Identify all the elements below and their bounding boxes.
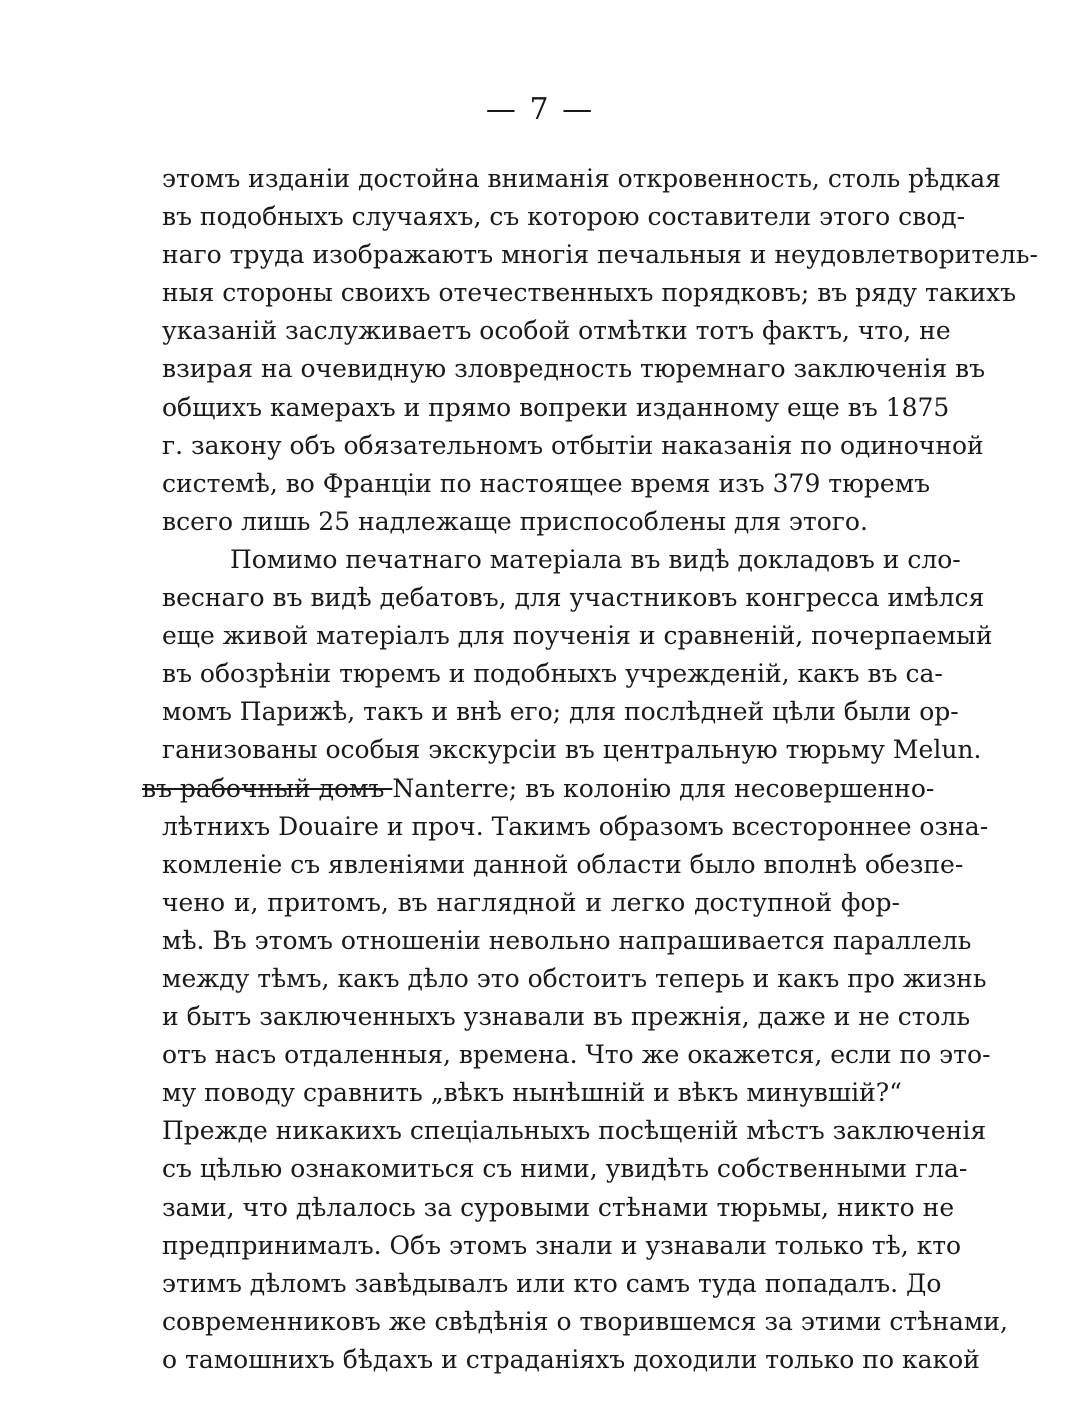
text-line: системѣ, во Франціи по настоящее время изъ 379 тюремъ [162, 468, 931, 498]
text-line: му поводу сравнить „вѣкъ нынѣшній и вѣкъ минувшій?“ [162, 1078, 902, 1108]
text-line: всего лишь 25 надлежаще приспособлены для этого. [162, 506, 868, 536]
text-line: этимъ дѣломъ завѣдывалъ или кто самъ туда попадалъ. До [162, 1268, 942, 1298]
struck-text-line: въ рабочный домъ Nanterre; въ колонію для несовершенно- [142, 773, 935, 803]
text-line: наго труда изображаютъ многія печальныя и неудовлетворитель- [162, 240, 1038, 270]
struck-words: въ рабочный домъ [142, 773, 393, 803]
text-line: г. закону объ обязательномъ отбытіи наказанія по одиночной [162, 430, 984, 460]
text-line: въ обозрѣніи тюремъ и подобныхъ учрежденій, какъ въ са- [162, 659, 943, 689]
text-line: ганизованы особыя экскурсіи въ центральную тюрьму Melun. [162, 735, 982, 765]
text-line: еще живой матеріалъ для поученія и сравненій, почерпаемый [162, 621, 993, 651]
text-line: мѣ. Въ этомъ отношеніи невольно напрашивается параллель [162, 925, 972, 955]
text-line: предпринималъ. Объ этомъ знали и узнавали только тѣ, кто [162, 1230, 962, 1260]
text-line: Помимо печатнаго матеріала въ видѣ докладовъ и сло- [230, 544, 961, 574]
text-line: чено и, притомъ, въ наглядной и легко доступной фор- [162, 887, 900, 917]
text-line: комленіе съ явленіями данной области было вполнѣ обезпе- [162, 849, 964, 879]
text-line: зами, что дѣлалось за суровыми стѣнами тюрьмы, никто не [162, 1192, 955, 1222]
text-line: современниковъ же свѣдѣнія о творившемся за этими стѣнами, [162, 1306, 1008, 1336]
text-line: веснаго въ видѣ дебатовъ, для участниковъ конгресса имѣлся [162, 583, 985, 613]
paragraph-2 [142, 541, 1008, 1379]
text-line: момъ Парижѣ, такъ и внѣ его; для послѣдней цѣли были ор- [162, 697, 959, 727]
page-number: — 7 — [485, 92, 595, 127]
text-line: указаній заслуживаетъ особой отмѣтки тотъ фактъ, что, не [162, 316, 951, 346]
text-line: въ подобныхъ случаяхъ, съ которою составители этого свод- [162, 202, 966, 232]
text-line: и бытъ заключенныхъ узнавали въ прежнія, даже и не столь [162, 1002, 971, 1032]
text-line: съ цѣлью ознакомиться съ ними, увидѣть собственными гла- [162, 1154, 968, 1184]
text-line: между тѣмъ, какъ дѣло это обстоитъ теперь и какъ про жизнь [162, 963, 987, 993]
text-line: отъ насъ отдаленныя, времена. Что же окажется, если по это- [162, 1040, 991, 1070]
text-line: Прежде никакихъ спеціальныхъ посѣщеній мѣстъ заключенія [162, 1116, 987, 1146]
text-line: общихъ камерахъ и прямо вопреки изданному еще въ 1875 [162, 392, 950, 422]
text-line: этомъ изданіи достойна вниманія откровенность, столь рѣдкая [162, 164, 1001, 193]
paragraph-1 [162, 160, 1038, 541]
text-line: лѣтнихъ Douaire и проч. Такимъ образомъ всестороннее озна- [162, 811, 989, 841]
text-line: ныя стороны своихъ отечественныхъ порядковъ; въ ряду такихъ [162, 278, 1017, 308]
body-text [142, 160, 1038, 1379]
text-line: о тамошнихъ бѣдахъ и страданіяхъ доходили только по какой [162, 1344, 980, 1374]
text-line: взирая на очевидную зловредность тюремнаго заключенія въ [162, 354, 986, 384]
